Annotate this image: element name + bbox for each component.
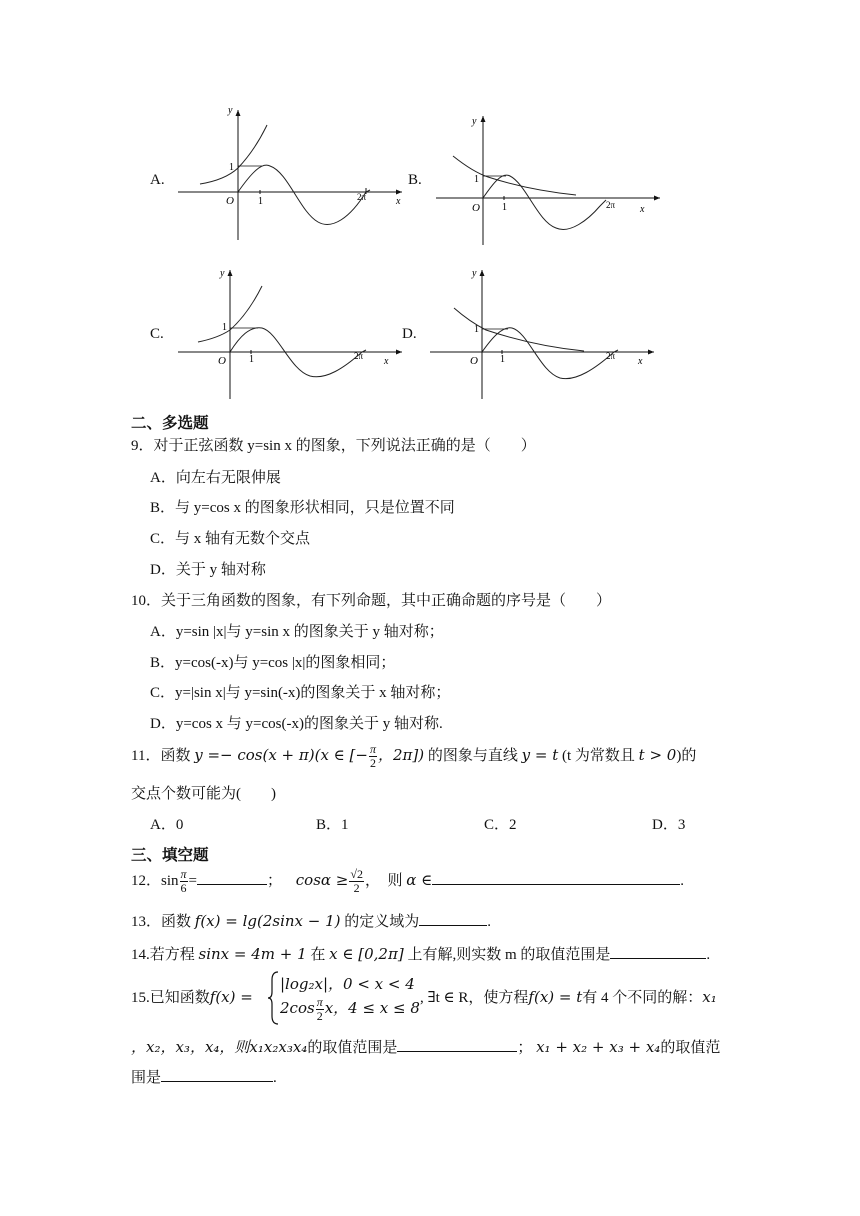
q13-answer-blank[interactable] bbox=[419, 911, 487, 926]
section-heading-fill-in: 三、填空题 bbox=[131, 846, 209, 864]
svg-text:x: x bbox=[638, 356, 643, 367]
svg-text:1: 1 bbox=[222, 322, 227, 333]
svg-text:x: x bbox=[396, 196, 401, 207]
svg-text:x: x bbox=[384, 356, 389, 367]
question-11-option-b[interactable]: B．1 bbox=[316, 817, 349, 833]
q11-function: y =− cos(x + π)(x ∈ [− bbox=[194, 745, 368, 764]
q12-answer-blank-2[interactable] bbox=[432, 870, 680, 885]
question-9-option-c[interactable]: C．与 x 轴有无数个交点 bbox=[150, 531, 311, 547]
svg-text:O: O bbox=[218, 355, 226, 367]
question-9-stem: 9．对于正弦函数 y=sin x 的图象，下列说法正确的是（ ） bbox=[131, 438, 536, 454]
svg-text:y: y bbox=[228, 105, 233, 116]
svg-text:O: O bbox=[226, 195, 234, 207]
graph-option-a bbox=[170, 100, 410, 245]
svg-text:1: 1 bbox=[474, 174, 479, 185]
question-9-option-a[interactable]: A．向左右无限伸展 bbox=[150, 470, 281, 486]
svg-text:1: 1 bbox=[249, 354, 254, 365]
question-12: 12．sin $\frac{\pi}{6}$ = ； cosα ≥ $\frac{√2}{2}$ ， 则 α ∈ . bbox=[131, 867, 684, 895]
question-10-option-a[interactable]: A．y=sin |x|与 y=sin x 的图象关于 y 轴对称； bbox=[150, 624, 444, 640]
svg-text:1: 1 bbox=[502, 202, 507, 213]
svg-text:y: y bbox=[472, 116, 477, 127]
question-15: 15.已知函数f(x) = bbox=[131, 988, 253, 1006]
q12-answer-blank-1[interactable] bbox=[197, 870, 267, 885]
question-15-cont: , ∃t ∈ R，使方程f(x) = t有 4 个不同的解：x₁ bbox=[420, 988, 717, 1006]
question-11-stem-line2: 交点个数可能为( ) bbox=[131, 786, 276, 802]
q15-fraction: $\frac{\pi}{2}$ bbox=[316, 995, 323, 1023]
question-10-option-d[interactable]: D．y=cos x 与 y=cos(-x)的图象关于 y 轴对称. bbox=[150, 716, 443, 732]
graph-option-c bbox=[170, 262, 410, 402]
svg-text:1: 1 bbox=[474, 324, 479, 335]
question-9-option-b[interactable]: B．与 y=cos x 的图象形状相同，只是位置不同 bbox=[150, 500, 455, 516]
svg-text:2π: 2π bbox=[354, 351, 364, 361]
svg-text:y: y bbox=[472, 268, 477, 279]
question-10-option-c[interactable]: C．y=|sin x|与 y=sin(-x)的图象关于 x 轴对称； bbox=[150, 685, 451, 701]
question-11-option-d[interactable]: D．3 bbox=[652, 817, 686, 833]
q15-answer-blank-1[interactable] bbox=[397, 1037, 517, 1052]
graph-option-b-label[interactable]: B. bbox=[408, 172, 422, 188]
svg-text:1: 1 bbox=[258, 196, 263, 207]
question-14: 14.若方程 sinx = 4m + 1 在 x ∈ [0,2π] 上有解,则实数 m 的取值范围是 . bbox=[131, 945, 711, 963]
question-15-line3: 围是 . bbox=[131, 1066, 277, 1087]
graph-option-d-label[interactable]: D. bbox=[402, 326, 417, 342]
svg-text:2π: 2π bbox=[357, 192, 367, 202]
question-13: 13．函数 f(x) = lg(2sinx − 1) 的定义域为 . bbox=[131, 912, 492, 930]
svg-text:x: x bbox=[640, 204, 645, 215]
q15-answer-blank-2[interactable] bbox=[161, 1067, 273, 1082]
svg-text:O: O bbox=[470, 355, 478, 367]
q12-root-fraction: $\frac{√2}{2}$ bbox=[350, 867, 363, 895]
question-11-option-a[interactable]: A．0 bbox=[150, 817, 184, 833]
question-10-stem: 10．关于三角函数的图象，有下列命题，其中正确命题的序号是（ ） bbox=[131, 593, 612, 609]
q14-answer-blank[interactable] bbox=[610, 944, 706, 959]
graph-option-b bbox=[428, 110, 668, 250]
q11-fraction: $\frac{\pi}{2}$ bbox=[369, 742, 376, 770]
graph-option-d bbox=[424, 262, 664, 402]
question-15-line2: ，x₂，x₃，x₄，则x₁x₂x₃x₄的取值范围是 ； x₁ + x₂ + x₃ + x₄的取值范 bbox=[131, 1038, 721, 1056]
section-heading-multiple-choice: 二、多选题 bbox=[131, 414, 209, 432]
question-10-option-b[interactable]: B．y=cos(-x)与 y=cos |x|的图象相同； bbox=[150, 655, 396, 671]
graph-option-c-label[interactable]: C. bbox=[150, 326, 164, 342]
q15-case-2: 2cos $\frac{\pi}{2}$ x，4 ≤ x ≤ 8 bbox=[280, 995, 420, 1023]
q12-fraction: $\frac{\pi}{6}$ bbox=[180, 867, 187, 895]
svg-text:1: 1 bbox=[500, 354, 505, 365]
svg-text:2π: 2π bbox=[606, 351, 616, 361]
svg-text:2π: 2π bbox=[606, 200, 616, 210]
question-11-option-c[interactable]: C．2 bbox=[484, 817, 517, 833]
question-9-option-d[interactable]: D．关于 y 轴对称 bbox=[150, 562, 266, 578]
svg-text:O: O bbox=[472, 202, 480, 214]
q15-case-1: |log₂x|，0 < x < 4 bbox=[280, 975, 415, 993]
question-11-stem: 11．函数 y =− cos(x + π)(x ∈ [− $\frac{\pi}{2}$ ，2π]) 的图象与直线 y = t (t 为常数且 t > 0)的 bbox=[131, 742, 697, 770]
piecewise-brace bbox=[268, 970, 280, 1026]
graph-option-a-label[interactable]: A. bbox=[150, 172, 165, 188]
svg-text:y: y bbox=[220, 268, 225, 279]
svg-text:1: 1 bbox=[229, 162, 234, 173]
